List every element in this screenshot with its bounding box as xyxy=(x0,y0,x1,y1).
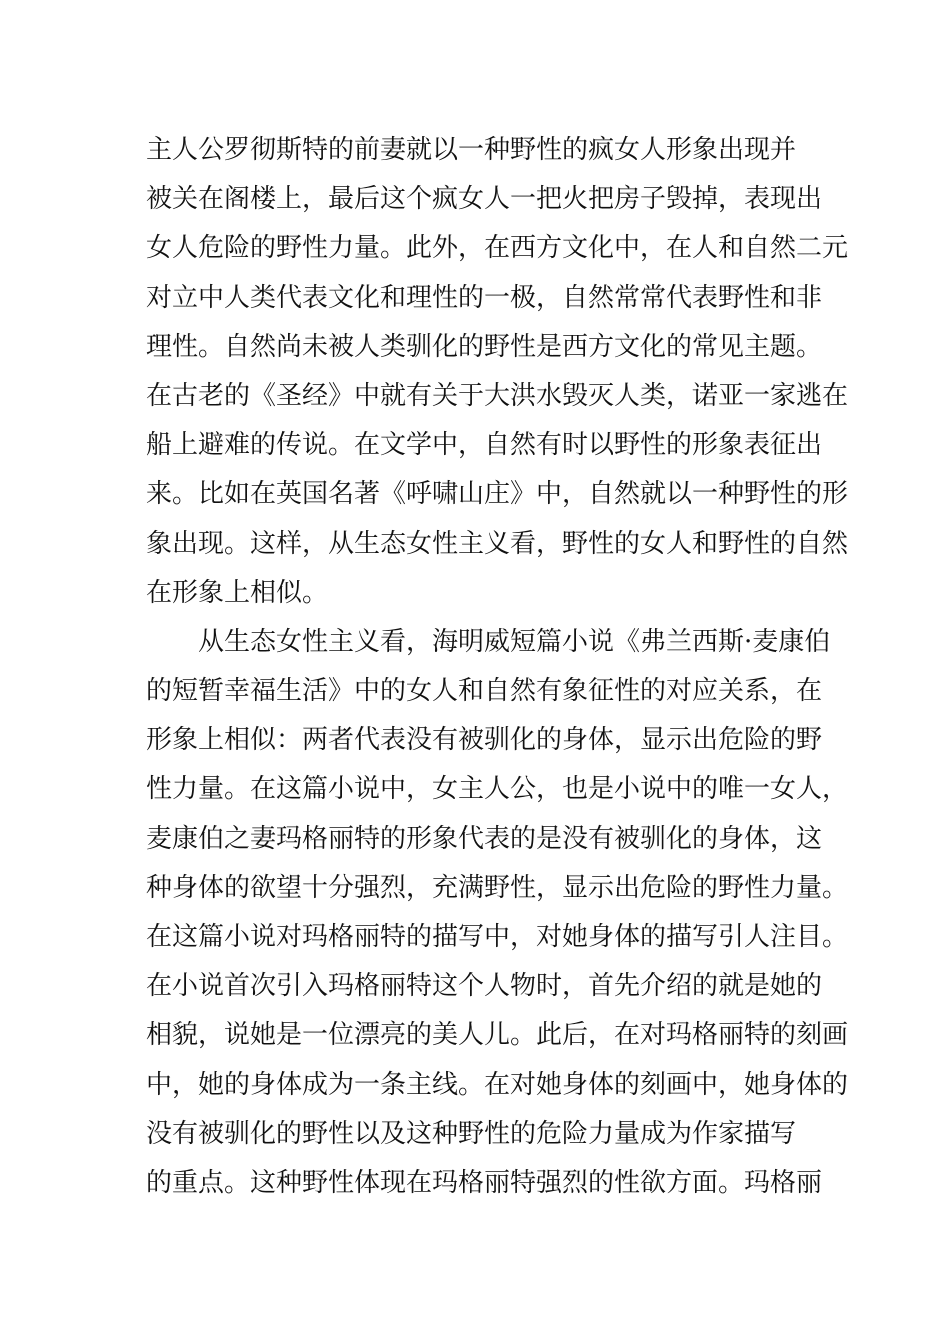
text-line: 被关在阁楼上，最后这个疯女人一把火把房子毁掉，表现出 xyxy=(146,184,823,215)
text-line: 船上避难的传说。在文学中，自然有时以野性的形象表征出 xyxy=(146,430,823,461)
text-line: 在这篇小说对玛格丽特的描写中，对她身体的描写引人注目。 xyxy=(146,922,849,952)
text-line: 麦康伯之妻玛格丽特的形象代表的是没有被驯化的身体，这 xyxy=(146,823,823,854)
text-line: 理性。自然尚未被人类驯化的野性是西方文化的常见主题。 xyxy=(146,331,823,362)
body-text xyxy=(146,126,849,1208)
text-line: 女人危险的野性力量。此外，在西方文化中，在人和自然二元 xyxy=(146,233,849,264)
text-line: 的重点。这种野性体现在玛格丽特强烈的性欲方面。玛格丽 xyxy=(146,1167,823,1198)
text-line: 相貌，说她是一位漂亮的美人儿。此后，在对玛格丽特的刻画 xyxy=(146,1020,849,1051)
text-line: 种身体的欲望十分强烈，充满野性，显示出危险的野性力量。 xyxy=(146,872,849,903)
text-line: 形象上相似：两者代表没有被驯化的身体，显示出危险的野 xyxy=(146,725,823,756)
text-line: 在古老的《圣经》中就有关于大洪水毁灭人类，诺亚一家逃在 xyxy=(146,380,849,411)
text-line: 来。比如在英国名著《呼啸山庄》中，自然就以一种野性的形 xyxy=(146,479,849,510)
text-line: 在形象上相似。 xyxy=(146,577,329,608)
text-line: 对立中人类代表文化和理性的一极，自然常常代表野性和非 xyxy=(146,282,823,313)
text-line: 在小说首次引入玛格丽特这个人物时，首先介绍的就是她的 xyxy=(146,971,823,1002)
text-line: 性力量。在这篇小说中，女主人公，也是小说中的唯一女人， xyxy=(146,774,849,805)
text-line: 中，她的身体成为一条主线。在对她身体的刻画中，她身体的 xyxy=(146,1069,849,1100)
paragraph-first-line: 从生态女性主义看，海明威短篇小说《弗兰西斯·麦康伯 xyxy=(198,626,831,657)
text-line: 象出现。这样，从生态女性主义看，野性的女人和野性的自然 xyxy=(146,528,849,559)
text-line: 没有被驯化的野性以及这种野性的危险力量成为作家描写 xyxy=(146,1118,797,1149)
text-line: 主人公罗彻斯特的前妻就以一种野性的疯女人形象出现并 xyxy=(146,135,797,165)
text-line: 的短暂幸福生活》中的女人和自然有象征性的对应关系，在 xyxy=(146,676,823,707)
